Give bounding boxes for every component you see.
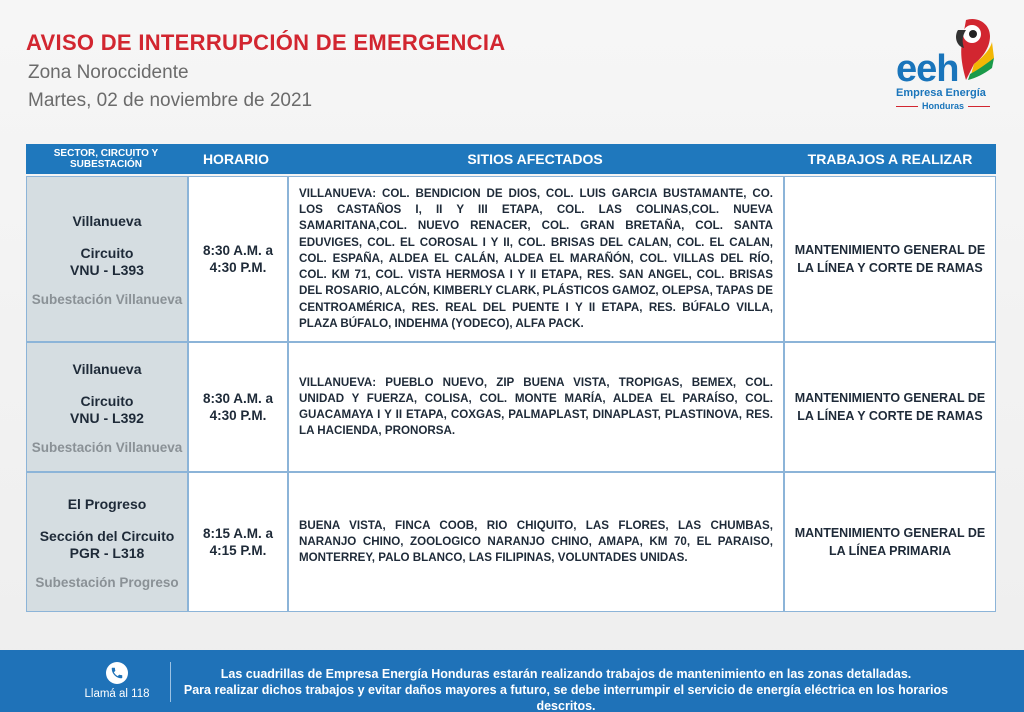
work-cell <box>784 472 996 612</box>
circuit-label: Circuito <box>80 392 134 409</box>
notice-title: AVISO DE INTERRUPCIÓN DE EMERGENCIA <box>26 30 506 55</box>
work-cell <box>784 342 996 472</box>
circuit-code: PGR - L318 <box>69 544 145 561</box>
table-row <box>26 176 996 342</box>
header-sector: SECTOR, CIRCUITO Y SUBESTACIÓN <box>53 148 159 170</box>
work-text: MANTENIMIENTO GENERAL DE LA LÍNEA Y CORTE DE RAMAS <box>794 243 986 275</box>
circuit-code: VNU - L392 <box>70 409 144 426</box>
header-horario: HORARIO <box>202 151 270 167</box>
circuit-label: Circuito <box>80 244 134 261</box>
footer-line-2: Para realizar dichos trabajos y evitar daños mayores a futuro, se debe interrumpir el servicio de energía eléctrica en los horarios descritos. <box>183 683 949 712</box>
sector-cell <box>26 472 188 612</box>
logo-company-name: Empresa Energía <box>896 87 986 99</box>
work-text: MANTENIMIENTO GENERAL DE LA LÍNEA Y CORTE DE RAMAS <box>794 391 986 423</box>
time-start: 8:30 A.M. a <box>202 243 274 258</box>
logo-divider <box>968 106 990 107</box>
work-text: MANTENIMIENTO GENERAL DE LA LÍNEA PRIMARIA <box>794 526 986 558</box>
footer-line-1: Las cuadrillas de Empresa Energía Honduras estarán realizando trabajos de mantenimiento en las zonas detalladas. <box>220 667 912 681</box>
time-end: 4:30 P.M. <box>209 408 267 423</box>
table-row <box>26 472 996 612</box>
time-start: 8:30 A.M. a <box>202 391 274 406</box>
footer-banner <box>0 650 1024 712</box>
sites-text: VILLANUEVA: COL. BENDICION DE DIOS, COL. LUIS GARCIA BUSTAMANTE, CO. LOS CASTAÑOS I, II Y III ETAPA, COL. LAS COLINAS,COL. NUEVA SAMARITANA,COL. NUEVO RENACER, COL. GRAN BRETAÑA, COL. SANTA EDUVIGES, COL. EL COROSAL I Y II, COL. BRISAS DEL CALAN, COL. EL CALAN, COL. ESPAÑA, ALDEA EL CALÁN, ALDEA EL MARAÑÓN, COL. VILLAS DEL RÍO, COL. KM 71, COL. VISTA HERMOSA I Y II ETAPA, RES. SAN ANGEL, COL. BRISAS DEL ROSARIO, ALCÓN, KIMBERLY CLARK, PLÁSTICOS GAMOZ, OLEPSA, TAPAS DE CENTROAMÉRICA, RES. REAL DEL PUENTE I Y II ETAPA, RES. BÚFALO VILLA, PLAZA BÚFALO, INDEHMA (YODECO), ALFA PACK. <box>299 187 773 330</box>
date-label: Martes, 02 de noviembre de 2021 <box>28 90 313 111</box>
sites-cell <box>288 472 784 612</box>
time-start: 8:15 A.M. a <box>202 526 274 541</box>
sector-name: El Progreso <box>67 495 147 512</box>
time-end: 4:15 P.M. <box>209 543 267 558</box>
footer-divider <box>170 662 171 702</box>
zone-label: Zona Noroccidente <box>28 62 189 83</box>
sites-cell <box>288 342 784 472</box>
sector-name: Villanueva <box>72 212 142 229</box>
substation-name: Subestación Villanueva <box>31 291 183 307</box>
sites-text: BUENA VISTA, FINCA COOB, RIO CHIQUITO, LAS FLORES, LAS CHUMBAS, NARANJO CHINO, ZOOLOGICO NARANJO CHINO, AMAPA, KM 70, EL PARAISO, MONTERREY, PALO BLANCO, LAS FILIPINAS, VOLUNTADES UNIDAS. <box>299 518 773 565</box>
logo-brand: eeh <box>896 48 959 90</box>
work-cell <box>784 176 996 342</box>
eeh-logo <box>892 18 1002 118</box>
header-trabajos: TRABAJOS A REALIZAR <box>807 151 973 167</box>
table-row <box>26 342 996 472</box>
sites-cell <box>288 176 784 342</box>
circuit-code: VNU - L393 <box>70 261 144 278</box>
logo-country: Honduras <box>922 101 965 111</box>
phone-icon <box>106 662 128 684</box>
sector-name: Villanueva <box>72 360 142 377</box>
time-end: 4:30 P.M. <box>209 260 267 275</box>
call-118-label: Llamá al 118 <box>84 688 150 700</box>
table-header <box>26 144 996 174</box>
footer-message <box>176 666 956 712</box>
notice-header <box>0 0 1024 140</box>
parrot-icon <box>952 18 996 82</box>
sector-cell <box>26 342 188 472</box>
circuit-label: Sección del Circuito <box>39 527 175 544</box>
time-cell <box>188 176 288 342</box>
header-sitios: SITIOS AFECTADOS <box>467 151 603 167</box>
substation-name: Subestación Villanueva <box>31 439 183 455</box>
logo-divider <box>896 106 918 107</box>
time-cell <box>188 472 288 612</box>
substation-name: Subestación Progreso <box>35 574 179 590</box>
sites-text: VILLANUEVA: PUEBLO NUEVO, ZIP BUENA VISTA, TROPIGAS, BEMEX, COL. UNIDAD Y FUERZA, COLISA, COL. MONTE MARÍA, ALDEA EL PARAÍSO, COL. GUACAMAYA I Y II ETAPA, COXGAS, PALMAPLAST, DINAPLAST, PLASTINOVA, RES. LA HACIENDA, PRONORSA. <box>299 375 773 438</box>
sector-cell <box>26 176 188 342</box>
time-cell <box>188 342 288 472</box>
